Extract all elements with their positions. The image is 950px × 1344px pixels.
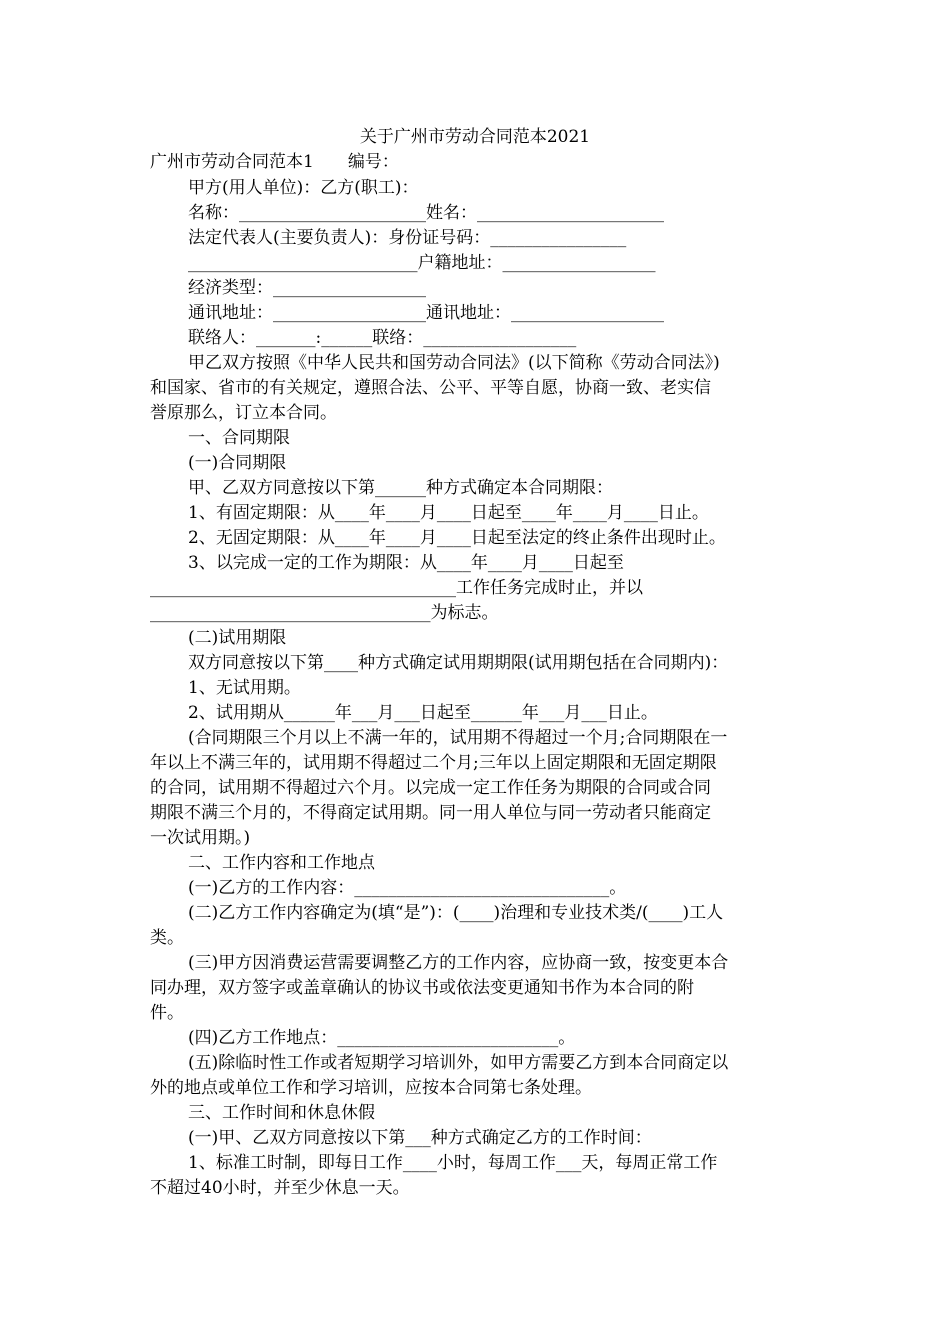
body-text-line: 不超过40小时，并至少休息一天。 — [150, 1178, 410, 1198]
subsection-heading: (一)合同期限 — [188, 453, 287, 473]
subtitle-line: 广州市劳动合同范本1 编号： — [150, 152, 399, 172]
body-text-line: _________________________________为标志。 — [150, 603, 499, 623]
body-text-line: 2、无固定期限：从____年____月____日起至法定的终止条件出现时止。 — [188, 528, 726, 548]
form-line-name: 名称：______________________姓名：______________________ — [188, 203, 664, 223]
body-text-line: (五)除临时性工作或者短期学习培训外，如甲方需要乙方到本合同商定以 — [188, 1053, 729, 1073]
body-text-line: 年以上不满三年的，试用期不得超过二个月;三年以上固定期限和无固定期限 — [150, 753, 717, 773]
body-text-line: 1、有固定期限：从____年____月____日起至____年____月____日止。 — [188, 503, 709, 523]
body-text-line: 同办理，双方签字或盖章确认的协议书或依法变更通知书作为本合同的附 — [150, 978, 694, 998]
body-text-line: 和国家、省市的有关规定，遵照合法、公平、平等自愿，协商一致、老实信 — [150, 378, 711, 398]
body-text-line: 双方同意按以下第____种方式确定试用期期限(试用期包括在合同期内)： — [188, 653, 729, 673]
body-text-line: (一)乙方的工作内容：______________________________。 — [188, 878, 627, 898]
form-line-representative: 法定代表人(主要负责人)：身份证号码：________________ — [188, 228, 627, 248]
body-text-line: 1、无试用期。 — [188, 678, 301, 698]
body-text-line: 类。 — [150, 928, 184, 948]
body-text-line: 期限不满三个月的，不得商定试用期。同一用人单位与同一劳动者只能商定 — [150, 803, 711, 823]
body-text-line: 誉原那么，订立本合同。 — [150, 403, 337, 423]
section-heading: 一、合同期限 — [188, 428, 290, 448]
body-text-line: 2、试用期从______年___月___日起至______年___月___日止。 — [188, 703, 658, 723]
body-text-line: 件。 — [150, 1003, 184, 1023]
body-text-line: ____________________________________工作任务完成时止，并以 — [150, 578, 643, 598]
party-header-line: 甲方(用人单位)：乙方(职工)： — [188, 178, 419, 198]
body-text-line: 的合同，试用期不得超过六个月。以完成一定工作任务为期限的合同或合同 — [150, 778, 711, 798]
form-line-address: 通讯地址：__________________通讯地址：__________________ — [188, 303, 664, 323]
document-title: 关于广州市劳动合同范本2021 — [359, 127, 591, 147]
body-text-line: 甲乙双方按照《中华人民共和国劳动合同法》(以下简称《劳动合同法》) — [188, 353, 720, 373]
body-text-line: 甲、乙双方同意按以下第______种方式确定本合同期限： — [188, 478, 613, 498]
section-heading: 二、工作内容和工作地点 — [188, 853, 375, 873]
body-text-line: (四)乙方工作地点：__________________________。 — [188, 1028, 576, 1048]
form-line-household: ___________________________户籍地址：__________________ — [188, 253, 656, 273]
section-heading: 三、工作时间和休息休假 — [188, 1103, 375, 1123]
form-line-economic-type: 经济类型：__________________ — [188, 278, 426, 298]
body-text-line: 1、标准工时制，即每日工作____小时，每周工作___天，每周正常工作 — [188, 1153, 718, 1173]
body-text-line: 3、以完成一定的工作为期限：从____年____月____日起至 — [188, 553, 624, 573]
body-text-line: (三)甲方因消费运营需要调整乙方的工作内容，应协商一致，按变更本合 — [188, 953, 729, 973]
form-line-contact: 联络人：_______:______联络：__________________ — [188, 328, 577, 348]
body-text-line: 一次试用期。) — [150, 828, 251, 848]
body-text-line: 外的地点或单位工作和学习培训，应按本合同第七条处理。 — [150, 1078, 592, 1098]
body-text-line: (二)乙方工作内容确定为(填“是”)：(____)治理和专业技术类/(____)工人 — [188, 903, 724, 923]
body-text-line: (一)甲、乙双方同意按以下第___种方式确定乙方的工作时间： — [188, 1128, 652, 1148]
body-text-line: (合同期限三个月以上不满一年的，试用期不得超过一个月;合同期限在一 — [188, 728, 728, 748]
subsection-heading: (二)试用期限 — [188, 628, 287, 648]
